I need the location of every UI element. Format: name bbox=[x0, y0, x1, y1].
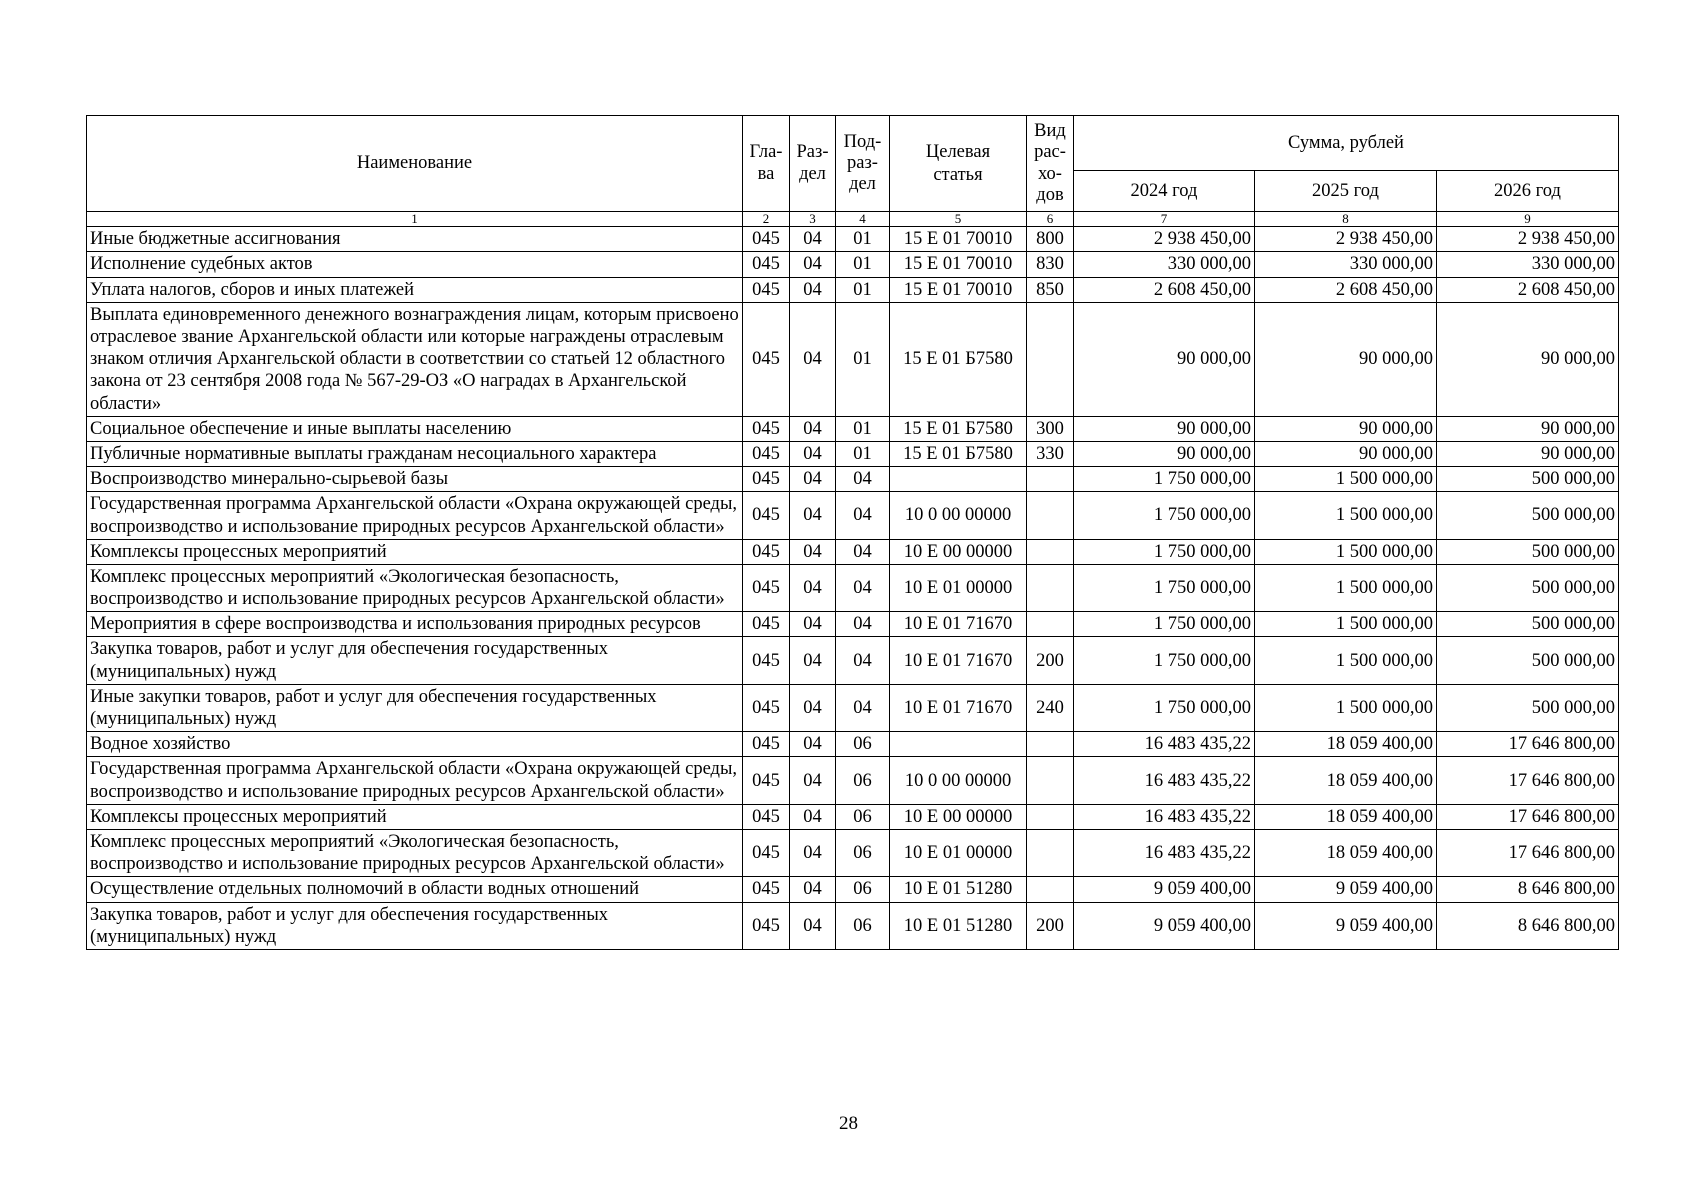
row-name: Иные закупки товаров, работ и услуг для обеспечения государственных (муниципальных) нужд bbox=[87, 684, 743, 731]
row-razdel: 04 bbox=[790, 416, 836, 441]
row-tselevaya: 10 0 00 00000 bbox=[890, 492, 1027, 539]
row-sum-2024: 90 000,00 bbox=[1074, 441, 1255, 466]
row-name: Комплекс процессных мероприятий «Экологическая безопасность, воспроизводство и использование природных ресурсов Архангельской области» bbox=[87, 829, 743, 876]
row-podrazdel: 01 bbox=[836, 416, 890, 441]
row-podrazdel: 06 bbox=[836, 877, 890, 902]
row-glava: 045 bbox=[743, 539, 790, 564]
row-sum-2026: 90 000,00 bbox=[1437, 416, 1619, 441]
row-name: Комплексы процессных мероприятий bbox=[87, 539, 743, 564]
row-name: Уплата налогов, сборов и иных платежей bbox=[87, 277, 743, 302]
row-glava: 045 bbox=[743, 612, 790, 637]
column-number: 9 bbox=[1437, 212, 1619, 227]
row-podrazdel: 06 bbox=[836, 757, 890, 804]
column-number: 5 bbox=[890, 212, 1027, 227]
row-podrazdel: 04 bbox=[836, 492, 890, 539]
row-sum-2025: 18 059 400,00 bbox=[1255, 804, 1437, 829]
row-vid bbox=[1027, 467, 1074, 492]
row-razdel: 04 bbox=[790, 302, 836, 416]
row-vid bbox=[1027, 612, 1074, 637]
row-sum-2024: 90 000,00 bbox=[1074, 416, 1255, 441]
row-tselevaya: 10 0 00 00000 bbox=[890, 757, 1027, 804]
row-vid bbox=[1027, 564, 1074, 611]
header-podrazdel: Под- раз- дел bbox=[836, 116, 890, 212]
row-name: Иные бюджетные ассигнования bbox=[87, 227, 743, 252]
row-razdel: 04 bbox=[790, 441, 836, 466]
row-glava: 045 bbox=[743, 804, 790, 829]
row-tselevaya bbox=[890, 467, 1027, 492]
row-vid bbox=[1027, 302, 1074, 416]
header-name: Наименование bbox=[87, 116, 743, 212]
row-podrazdel: 04 bbox=[836, 467, 890, 492]
row-tselevaya: 15 Е 01 Б7580 bbox=[890, 302, 1027, 416]
table-row bbox=[87, 492, 1619, 539]
row-sum-2025: 18 059 400,00 bbox=[1255, 732, 1437, 757]
row-tselevaya: 10 Е 01 51280 bbox=[890, 902, 1027, 949]
row-glava: 045 bbox=[743, 302, 790, 416]
row-podrazdel: 06 bbox=[836, 732, 890, 757]
row-name: Исполнение судебных актов bbox=[87, 252, 743, 277]
row-tselevaya: 15 Е 01 70010 bbox=[890, 227, 1027, 252]
row-podrazdel: 06 bbox=[836, 804, 890, 829]
row-tselevaya: 10 Е 01 00000 bbox=[890, 829, 1027, 876]
row-vid bbox=[1027, 877, 1074, 902]
table-row bbox=[87, 539, 1619, 564]
row-sum-2026: 17 646 800,00 bbox=[1437, 804, 1619, 829]
row-sum-2026: 500 000,00 bbox=[1437, 467, 1619, 492]
row-podrazdel: 04 bbox=[836, 637, 890, 684]
row-sum-2024: 330 000,00 bbox=[1074, 252, 1255, 277]
row-sum-2024: 9 059 400,00 bbox=[1074, 902, 1255, 949]
row-sum-2026: 17 646 800,00 bbox=[1437, 732, 1619, 757]
column-number: 2 bbox=[743, 212, 790, 227]
table-row bbox=[87, 757, 1619, 804]
row-razdel: 04 bbox=[790, 564, 836, 611]
row-sum-2024: 16 483 435,22 bbox=[1074, 757, 1255, 804]
row-tselevaya bbox=[890, 732, 1027, 757]
row-sum-2026: 330 000,00 bbox=[1437, 252, 1619, 277]
row-sum-2025: 330 000,00 bbox=[1255, 252, 1437, 277]
row-tselevaya: 10 Е 01 71670 bbox=[890, 637, 1027, 684]
row-sum-2025: 2 938 450,00 bbox=[1255, 227, 1437, 252]
row-sum-2024: 90 000,00 bbox=[1074, 302, 1255, 416]
row-vid: 800 bbox=[1027, 227, 1074, 252]
row-glava: 045 bbox=[743, 757, 790, 804]
budget-table bbox=[86, 115, 1619, 950]
row-vid bbox=[1027, 539, 1074, 564]
row-sum-2026: 500 000,00 bbox=[1437, 684, 1619, 731]
row-name: Публичные нормативные выплаты гражданам несоциального характера bbox=[87, 441, 743, 466]
table-row bbox=[87, 302, 1619, 416]
table-row bbox=[87, 467, 1619, 492]
row-vid bbox=[1027, 757, 1074, 804]
row-sum-2026: 90 000,00 bbox=[1437, 441, 1619, 466]
row-name: Комплексы процессных мероприятий bbox=[87, 804, 743, 829]
header-razdel: Раз- дел bbox=[790, 116, 836, 212]
row-name: Государственная программа Архангельской области «Охрана окружающей среды, воспроизводство и использование природных ресурсов Архангельской области» bbox=[87, 757, 743, 804]
row-sum-2026: 17 646 800,00 bbox=[1437, 757, 1619, 804]
row-sum-2025: 1 500 000,00 bbox=[1255, 684, 1437, 731]
row-sum-2026: 2 608 450,00 bbox=[1437, 277, 1619, 302]
row-sum-2025: 9 059 400,00 bbox=[1255, 902, 1437, 949]
row-glava: 045 bbox=[743, 277, 790, 302]
table-row bbox=[87, 252, 1619, 277]
row-sum-2024: 16 483 435,22 bbox=[1074, 829, 1255, 876]
row-sum-2026: 8 646 800,00 bbox=[1437, 902, 1619, 949]
row-sum-2026: 8 646 800,00 bbox=[1437, 877, 1619, 902]
row-glava: 045 bbox=[743, 829, 790, 876]
row-vid bbox=[1027, 492, 1074, 539]
row-glava: 045 bbox=[743, 637, 790, 684]
table-row bbox=[87, 684, 1619, 731]
row-glava: 045 bbox=[743, 684, 790, 731]
row-name: Комплекс процессных мероприятий «Экологическая безопасность, воспроизводство и использование природных ресурсов Архангельской области» bbox=[87, 564, 743, 611]
row-vid: 240 bbox=[1027, 684, 1074, 731]
row-glava: 045 bbox=[743, 902, 790, 949]
row-vid: 300 bbox=[1027, 416, 1074, 441]
row-sum-2024: 16 483 435,22 bbox=[1074, 732, 1255, 757]
row-podrazdel: 04 bbox=[836, 539, 890, 564]
row-podrazdel: 01 bbox=[836, 441, 890, 466]
row-sum-2024: 1 750 000,00 bbox=[1074, 539, 1255, 564]
row-sum-2025: 18 059 400,00 bbox=[1255, 757, 1437, 804]
table-row bbox=[87, 227, 1619, 252]
table-row bbox=[87, 732, 1619, 757]
row-tselevaya: 10 Е 01 51280 bbox=[890, 877, 1027, 902]
row-sum-2026: 500 000,00 bbox=[1437, 539, 1619, 564]
row-glava: 045 bbox=[743, 441, 790, 466]
column-number: 3 bbox=[790, 212, 836, 227]
row-sum-2025: 1 500 000,00 bbox=[1255, 467, 1437, 492]
row-sum-2026: 500 000,00 bbox=[1437, 612, 1619, 637]
row-name: Мероприятия в сфере воспроизводства и использования природных ресурсов bbox=[87, 612, 743, 637]
row-name: Социальное обеспечение и иные выплаты населению bbox=[87, 416, 743, 441]
row-razdel: 04 bbox=[790, 757, 836, 804]
column-number: 1 bbox=[87, 212, 743, 227]
row-name: Закупка товаров, работ и услуг для обеспечения государственных (муниципальных) нужд bbox=[87, 637, 743, 684]
table-row bbox=[87, 564, 1619, 611]
table-body bbox=[87, 227, 1619, 950]
row-tselevaya: 10 Е 01 71670 bbox=[890, 684, 1027, 731]
row-sum-2024: 2 608 450,00 bbox=[1074, 277, 1255, 302]
row-podrazdel: 06 bbox=[836, 829, 890, 876]
row-name: Выплата единовременного денежного вознаграждения лицам, которым присвоено отраслевое звание Архангельской области или которые награждены отраслевым знаком отличия Архангельской области в соответствии со статьей 12 областного закона от 23 сентября 2008 года № 567-29-ОЗ «О наградах в Архангельской области» bbox=[87, 302, 743, 416]
row-sum-2024: 1 750 000,00 bbox=[1074, 684, 1255, 731]
header-glava: Гла- ва bbox=[743, 116, 790, 212]
row-sum-2024: 2 938 450,00 bbox=[1074, 227, 1255, 252]
row-razdel: 04 bbox=[790, 539, 836, 564]
table-row bbox=[87, 829, 1619, 876]
row-sum-2025: 1 500 000,00 bbox=[1255, 612, 1437, 637]
page-number: 28 bbox=[839, 1113, 858, 1134]
row-razdel: 04 bbox=[790, 902, 836, 949]
row-podrazdel: 06 bbox=[836, 902, 890, 949]
row-sum-2025: 90 000,00 bbox=[1255, 416, 1437, 441]
header-summa: Сумма, рублей bbox=[1074, 116, 1619, 171]
row-sum-2026: 2 938 450,00 bbox=[1437, 227, 1619, 252]
table-row bbox=[87, 277, 1619, 302]
table-row bbox=[87, 612, 1619, 637]
table-row bbox=[87, 441, 1619, 466]
row-podrazdel: 01 bbox=[836, 227, 890, 252]
row-tselevaya: 10 Е 01 00000 bbox=[890, 564, 1027, 611]
table-row bbox=[87, 637, 1619, 684]
table-row bbox=[87, 877, 1619, 902]
row-glava: 045 bbox=[743, 564, 790, 611]
column-number-row bbox=[87, 212, 1619, 227]
row-razdel: 04 bbox=[790, 612, 836, 637]
row-tselevaya: 10 Е 00 00000 bbox=[890, 804, 1027, 829]
row-vid: 330 bbox=[1027, 441, 1074, 466]
row-sum-2026: 500 000,00 bbox=[1437, 637, 1619, 684]
row-sum-2025: 9 059 400,00 bbox=[1255, 877, 1437, 902]
row-razdel: 04 bbox=[790, 732, 836, 757]
row-podrazdel: 04 bbox=[836, 612, 890, 637]
column-number: 6 bbox=[1027, 212, 1074, 227]
row-razdel: 04 bbox=[790, 804, 836, 829]
row-glava: 045 bbox=[743, 467, 790, 492]
row-name: Государственная программа Архангельской области «Охрана окружающей среды, воспроизводство и использование природных ресурсов Архангельской области» bbox=[87, 492, 743, 539]
row-sum-2024: 1 750 000,00 bbox=[1074, 492, 1255, 539]
row-tselevaya: 10 Е 01 71670 bbox=[890, 612, 1027, 637]
row-name: Воспроизводство минерально-сырьевой базы bbox=[87, 467, 743, 492]
column-number: 8 bbox=[1255, 212, 1437, 227]
header-2026: 2026 год bbox=[1437, 171, 1619, 212]
row-tselevaya: 15 Е 01 70010 bbox=[890, 252, 1027, 277]
row-sum-2025: 1 500 000,00 bbox=[1255, 539, 1437, 564]
row-name: Осуществление отдельных полномочий в области водных отношений bbox=[87, 877, 743, 902]
row-sum-2026: 500 000,00 bbox=[1437, 492, 1619, 539]
row-podrazdel: 04 bbox=[836, 684, 890, 731]
row-vid: 200 bbox=[1027, 902, 1074, 949]
header-2025: 2025 год bbox=[1255, 171, 1437, 212]
row-sum-2025: 1 500 000,00 bbox=[1255, 637, 1437, 684]
row-podrazdel: 01 bbox=[836, 302, 890, 416]
header-tselevaya: Целевая статья bbox=[890, 116, 1027, 212]
row-glava: 045 bbox=[743, 732, 790, 757]
row-sum-2024: 16 483 435,22 bbox=[1074, 804, 1255, 829]
row-glava: 045 bbox=[743, 877, 790, 902]
header-2024: 2024 год bbox=[1074, 171, 1255, 212]
row-sum-2024: 1 750 000,00 bbox=[1074, 564, 1255, 611]
row-sum-2025: 90 000,00 bbox=[1255, 441, 1437, 466]
row-vid: 830 bbox=[1027, 252, 1074, 277]
row-razdel: 04 bbox=[790, 877, 836, 902]
row-glava: 045 bbox=[743, 416, 790, 441]
row-name: Водное хозяйство bbox=[87, 732, 743, 757]
row-sum-2025: 1 500 000,00 bbox=[1255, 492, 1437, 539]
row-vid bbox=[1027, 829, 1074, 876]
row-razdel: 04 bbox=[790, 277, 836, 302]
row-razdel: 04 bbox=[790, 829, 836, 876]
row-tselevaya: 15 Е 01 Б7580 bbox=[890, 416, 1027, 441]
row-razdel: 04 bbox=[790, 492, 836, 539]
row-name: Закупка товаров, работ и услуг для обеспечения государственных (муниципальных) нужд bbox=[87, 902, 743, 949]
row-glava: 045 bbox=[743, 227, 790, 252]
row-vid bbox=[1027, 732, 1074, 757]
row-glava: 045 bbox=[743, 492, 790, 539]
row-vid: 200 bbox=[1027, 637, 1074, 684]
row-sum-2026: 90 000,00 bbox=[1437, 302, 1619, 416]
row-sum-2024: 1 750 000,00 bbox=[1074, 467, 1255, 492]
row-sum-2026: 500 000,00 bbox=[1437, 564, 1619, 611]
table-row bbox=[87, 416, 1619, 441]
row-razdel: 04 bbox=[790, 684, 836, 731]
row-sum-2025: 1 500 000,00 bbox=[1255, 564, 1437, 611]
row-tselevaya: 15 Е 01 Б7580 bbox=[890, 441, 1027, 466]
row-tselevaya: 10 Е 00 00000 bbox=[890, 539, 1027, 564]
row-sum-2024: 1 750 000,00 bbox=[1074, 637, 1255, 684]
column-number: 7 bbox=[1074, 212, 1255, 227]
row-vid bbox=[1027, 804, 1074, 829]
row-podrazdel: 01 bbox=[836, 277, 890, 302]
row-razdel: 04 bbox=[790, 637, 836, 684]
row-razdel: 04 bbox=[790, 227, 836, 252]
row-sum-2026: 17 646 800,00 bbox=[1437, 829, 1619, 876]
row-glava: 045 bbox=[743, 252, 790, 277]
row-sum-2024: 1 750 000,00 bbox=[1074, 612, 1255, 637]
row-sum-2025: 2 608 450,00 bbox=[1255, 277, 1437, 302]
row-vid: 850 bbox=[1027, 277, 1074, 302]
row-razdel: 04 bbox=[790, 252, 836, 277]
column-number: 4 bbox=[836, 212, 890, 227]
table-row bbox=[87, 804, 1619, 829]
row-tselevaya: 15 Е 01 70010 bbox=[890, 277, 1027, 302]
row-sum-2024: 9 059 400,00 bbox=[1074, 877, 1255, 902]
row-podrazdel: 04 bbox=[836, 564, 890, 611]
header-vid: Вид рас- хо- дов bbox=[1027, 116, 1074, 212]
row-podrazdel: 01 bbox=[836, 252, 890, 277]
row-sum-2025: 90 000,00 bbox=[1255, 302, 1437, 416]
row-sum-2025: 18 059 400,00 bbox=[1255, 829, 1437, 876]
row-razdel: 04 bbox=[790, 467, 836, 492]
table-row bbox=[87, 902, 1619, 949]
